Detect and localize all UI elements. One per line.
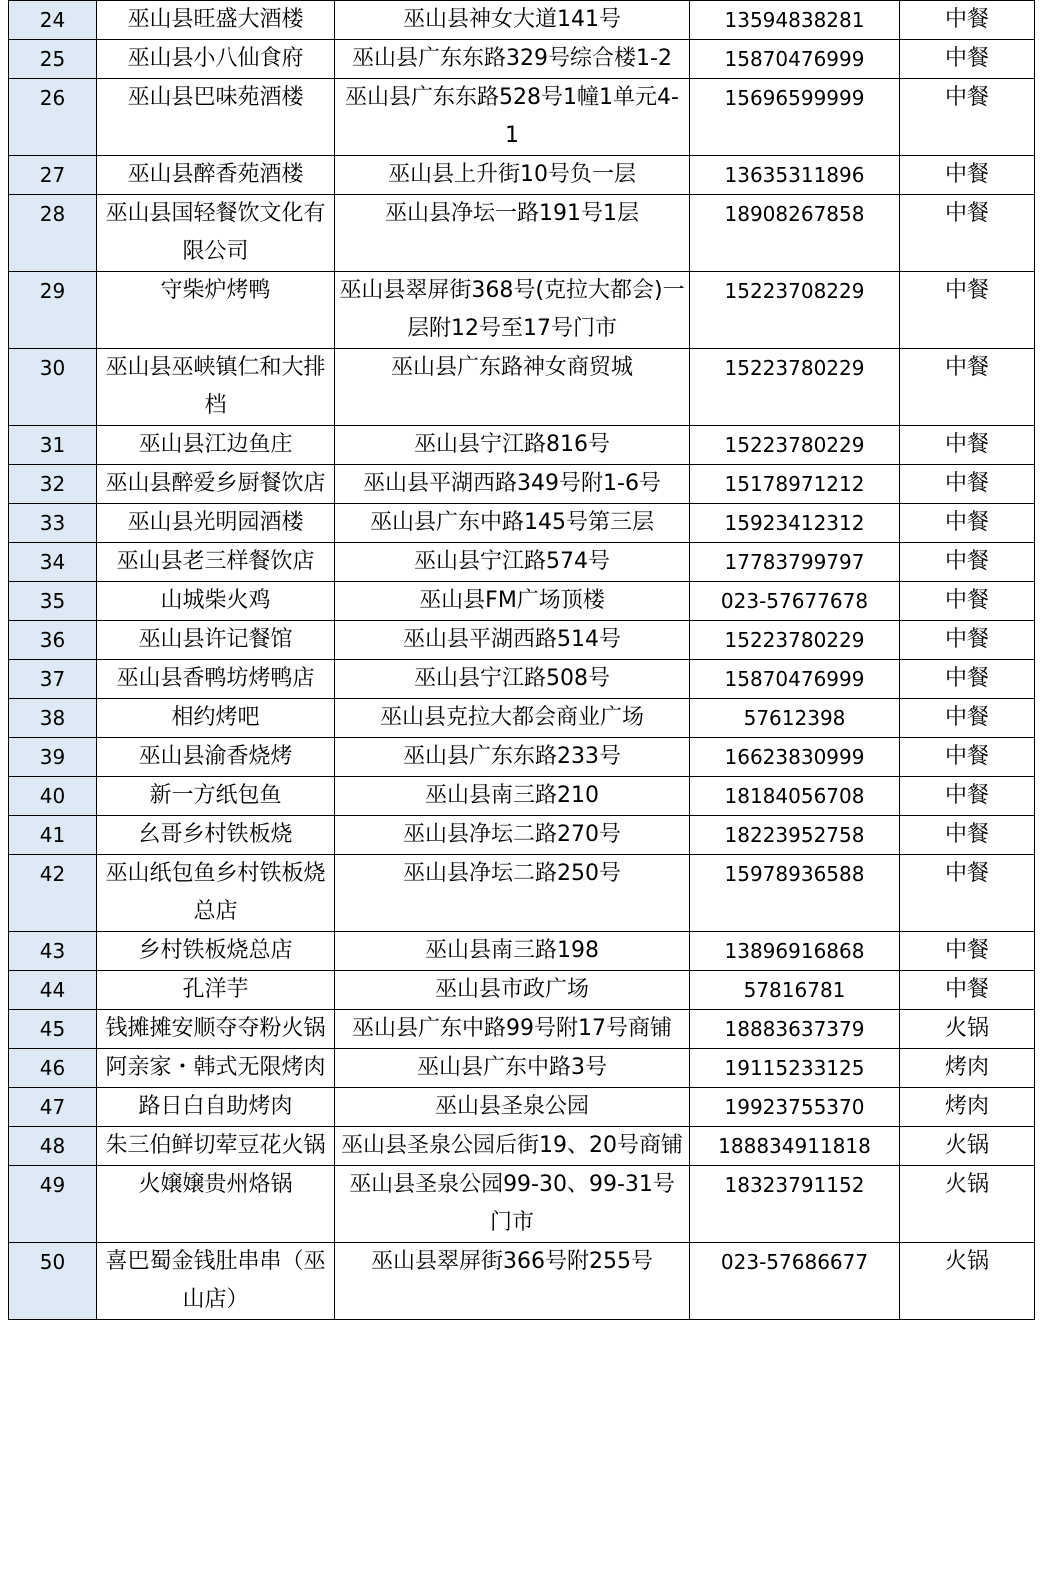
address-cell: 巫山县广东中路3号 bbox=[335, 1049, 690, 1088]
restaurant-name-cell: 幺哥乡村铁板烧 bbox=[97, 816, 335, 855]
table-row bbox=[9, 1049, 1035, 1088]
restaurant-name-cell: 巫山县小八仙食府 bbox=[97, 40, 335, 79]
table-row bbox=[9, 1, 1035, 40]
restaurant-name-cell: 巫山县醉爱乡厨餐饮店 bbox=[97, 465, 335, 504]
table-row bbox=[9, 426, 1035, 465]
phone-cell: 18184056708 bbox=[690, 777, 900, 816]
row-number-cell: 40 bbox=[9, 777, 97, 816]
restaurant-name-cell: 巫山县巴味苑酒楼 bbox=[97, 79, 335, 156]
table-row bbox=[9, 738, 1035, 777]
address-cell: 巫山县广东东路329号综合楼1-2 bbox=[335, 40, 690, 79]
table-row bbox=[9, 40, 1035, 79]
cuisine-type-cell: 中餐 bbox=[900, 582, 1035, 621]
cuisine-type-cell: 中餐 bbox=[900, 816, 1035, 855]
cuisine-type-cell: 中餐 bbox=[900, 504, 1035, 543]
restaurant-table bbox=[8, 0, 1035, 1320]
cuisine-type-cell: 火锅 bbox=[900, 1010, 1035, 1049]
restaurant-name-cell: 山城柴火鸡 bbox=[97, 582, 335, 621]
phone-cell: 13896916868 bbox=[690, 932, 900, 971]
cuisine-type-cell: 火锅 bbox=[900, 1127, 1035, 1166]
row-number-cell: 37 bbox=[9, 660, 97, 699]
address-cell: 巫山县圣泉公园99-30、99-31号门市 bbox=[335, 1166, 690, 1243]
row-number-cell: 44 bbox=[9, 971, 97, 1010]
table-row bbox=[9, 777, 1035, 816]
cuisine-type-cell: 中餐 bbox=[900, 40, 1035, 79]
phone-cell: 15223780229 bbox=[690, 349, 900, 426]
cuisine-type-cell: 中餐 bbox=[900, 272, 1035, 349]
row-number-cell: 32 bbox=[9, 465, 97, 504]
table-row bbox=[9, 465, 1035, 504]
cuisine-type-cell: 烤肉 bbox=[900, 1088, 1035, 1127]
cuisine-type-cell: 中餐 bbox=[900, 932, 1035, 971]
table-row bbox=[9, 816, 1035, 855]
row-number-cell: 24 bbox=[9, 1, 97, 40]
address-cell: 巫山县南三路198 bbox=[335, 932, 690, 971]
cuisine-type-cell: 中餐 bbox=[900, 777, 1035, 816]
row-number-cell: 49 bbox=[9, 1166, 97, 1243]
address-cell: 巫山县广东东路528号1幢1单元4-1 bbox=[335, 79, 690, 156]
row-number-cell: 42 bbox=[9, 855, 97, 932]
phone-cell: 15923412312 bbox=[690, 504, 900, 543]
restaurant-name-cell: 相约烤吧 bbox=[97, 699, 335, 738]
cuisine-type-cell: 中餐 bbox=[900, 738, 1035, 777]
phone-cell: 15178971212 bbox=[690, 465, 900, 504]
row-number-cell: 31 bbox=[9, 426, 97, 465]
address-cell: 巫山县净坛一路191号1层 bbox=[335, 195, 690, 272]
address-cell: 巫山县平湖西路349号附1-6号 bbox=[335, 465, 690, 504]
restaurant-table-container bbox=[8, 0, 1034, 1320]
restaurant-name-cell: 巫山县香鸭坊烤鸭店 bbox=[97, 660, 335, 699]
row-number-cell: 46 bbox=[9, 1049, 97, 1088]
address-cell: 巫山县宁江路574号 bbox=[335, 543, 690, 582]
phone-cell: 15870476999 bbox=[690, 40, 900, 79]
address-cell: 巫山县广东中路145号第三层 bbox=[335, 504, 690, 543]
table-row bbox=[9, 504, 1035, 543]
address-cell: 巫山县翠屏街366号附255号 bbox=[335, 1243, 690, 1320]
address-cell: 巫山县宁江路508号 bbox=[335, 660, 690, 699]
table-row bbox=[9, 195, 1035, 272]
table-row bbox=[9, 1088, 1035, 1127]
restaurant-name-cell: 孔洋芋 bbox=[97, 971, 335, 1010]
table-body bbox=[9, 1, 1035, 1320]
address-cell: 巫山县广东路神女商贸城 bbox=[335, 349, 690, 426]
row-number-cell: 39 bbox=[9, 738, 97, 777]
table-row bbox=[9, 621, 1035, 660]
phone-cell: 188834911818 bbox=[690, 1127, 900, 1166]
restaurant-name-cell: 巫山县国轻餐饮文化有限公司 bbox=[97, 195, 335, 272]
address-cell: 巫山县南三路210 bbox=[335, 777, 690, 816]
cuisine-type-cell: 火锅 bbox=[900, 1243, 1035, 1320]
restaurant-name-cell: 火嬢嬢贵州烙锅 bbox=[97, 1166, 335, 1243]
restaurant-name-cell: 巫山县旺盛大酒楼 bbox=[97, 1, 335, 40]
phone-cell: 18323791152 bbox=[690, 1166, 900, 1243]
table-row bbox=[9, 932, 1035, 971]
restaurant-name-cell: 巫山县光明园酒楼 bbox=[97, 504, 335, 543]
address-cell: 巫山县净坛二路250号 bbox=[335, 855, 690, 932]
row-number-cell: 43 bbox=[9, 932, 97, 971]
row-number-cell: 48 bbox=[9, 1127, 97, 1166]
row-number-cell: 38 bbox=[9, 699, 97, 738]
address-cell: 巫山县广东中路99号附17号商铺 bbox=[335, 1010, 690, 1049]
row-number-cell: 30 bbox=[9, 349, 97, 426]
cuisine-type-cell: 中餐 bbox=[900, 971, 1035, 1010]
address-cell: 巫山县市政广场 bbox=[335, 971, 690, 1010]
restaurant-name-cell: 巫山县老三样餐饮店 bbox=[97, 543, 335, 582]
table-row bbox=[9, 156, 1035, 195]
phone-cell: 17783799797 bbox=[690, 543, 900, 582]
table-row bbox=[9, 272, 1035, 349]
phone-cell: 18883637379 bbox=[690, 1010, 900, 1049]
table-row bbox=[9, 1243, 1035, 1320]
row-number-cell: 36 bbox=[9, 621, 97, 660]
restaurant-name-cell: 巫山县巫峡镇仁和大排档 bbox=[97, 349, 335, 426]
phone-cell: 18223952758 bbox=[690, 816, 900, 855]
cuisine-type-cell: 中餐 bbox=[900, 621, 1035, 660]
restaurant-name-cell: 巫山县醉香苑酒楼 bbox=[97, 156, 335, 195]
address-cell: 巫山县神女大道141号 bbox=[335, 1, 690, 40]
restaurant-name-cell: 喜巴蜀金钱肚串串（巫山店） bbox=[97, 1243, 335, 1320]
restaurant-name-cell: 阿亲家・韩式无限烤肉 bbox=[97, 1049, 335, 1088]
phone-cell: 023-57677678 bbox=[690, 582, 900, 621]
table-row bbox=[9, 660, 1035, 699]
row-number-cell: 45 bbox=[9, 1010, 97, 1049]
address-cell: 巫山县圣泉公园后街19、20号商铺 bbox=[335, 1127, 690, 1166]
restaurant-name-cell: 巫山县渝香烧烤 bbox=[97, 738, 335, 777]
cuisine-type-cell: 中餐 bbox=[900, 855, 1035, 932]
phone-cell: 15870476999 bbox=[690, 660, 900, 699]
restaurant-name-cell: 乡村铁板烧总店 bbox=[97, 932, 335, 971]
address-cell: 巫山县宁江路816号 bbox=[335, 426, 690, 465]
cuisine-type-cell: 烤肉 bbox=[900, 1049, 1035, 1088]
restaurant-name-cell: 路日白自助烤肉 bbox=[97, 1088, 335, 1127]
row-number-cell: 28 bbox=[9, 195, 97, 272]
cuisine-type-cell: 中餐 bbox=[900, 195, 1035, 272]
restaurant-name-cell: 朱三伯鲜切荤豆花火锅 bbox=[97, 1127, 335, 1166]
restaurant-name-cell: 巫山县江边鱼庄 bbox=[97, 426, 335, 465]
phone-cell: 16623830999 bbox=[690, 738, 900, 777]
cuisine-type-cell: 中餐 bbox=[900, 156, 1035, 195]
row-number-cell: 34 bbox=[9, 543, 97, 582]
phone-cell: 19923755370 bbox=[690, 1088, 900, 1127]
table-row bbox=[9, 543, 1035, 582]
cuisine-type-cell: 中餐 bbox=[900, 543, 1035, 582]
restaurant-name-cell: 巫山纸包鱼乡村铁板烧总店 bbox=[97, 855, 335, 932]
phone-cell: 15696599999 bbox=[690, 79, 900, 156]
phone-cell: 57612398 bbox=[690, 699, 900, 738]
address-cell: 巫山县FM广场顶楼 bbox=[335, 582, 690, 621]
table-row bbox=[9, 1166, 1035, 1243]
table-row bbox=[9, 1010, 1035, 1049]
table-row bbox=[9, 971, 1035, 1010]
address-cell: 巫山县广东东路233号 bbox=[335, 738, 690, 777]
phone-cell: 15223708229 bbox=[690, 272, 900, 349]
address-cell: 巫山县圣泉公园 bbox=[335, 1088, 690, 1127]
row-number-cell: 26 bbox=[9, 79, 97, 156]
cuisine-type-cell: 中餐 bbox=[900, 465, 1035, 504]
table-row bbox=[9, 582, 1035, 621]
cuisine-type-cell: 中餐 bbox=[900, 699, 1035, 738]
address-cell: 巫山县平湖西路514号 bbox=[335, 621, 690, 660]
phone-cell: 13594838281 bbox=[690, 1, 900, 40]
address-cell: 巫山县翠屏街368号(克拉大都会)一层附12号至17号门市 bbox=[335, 272, 690, 349]
phone-cell: 19115233125 bbox=[690, 1049, 900, 1088]
restaurant-name-cell: 新一方纸包鱼 bbox=[97, 777, 335, 816]
restaurant-name-cell: 守柴炉烤鸭 bbox=[97, 272, 335, 349]
cuisine-type-cell: 中餐 bbox=[900, 426, 1035, 465]
cuisine-type-cell: 中餐 bbox=[900, 349, 1035, 426]
table-row bbox=[9, 349, 1035, 426]
row-number-cell: 50 bbox=[9, 1243, 97, 1320]
row-number-cell: 47 bbox=[9, 1088, 97, 1127]
cuisine-type-cell: 中餐 bbox=[900, 660, 1035, 699]
phone-cell: 13635311896 bbox=[690, 156, 900, 195]
table-row bbox=[9, 699, 1035, 738]
table-row bbox=[9, 79, 1035, 156]
restaurant-name-cell: 钱摊摊安顺夺夺粉火锅 bbox=[97, 1010, 335, 1049]
phone-cell: 023-57686677 bbox=[690, 1243, 900, 1320]
row-number-cell: 33 bbox=[9, 504, 97, 543]
phone-cell: 15978936588 bbox=[690, 855, 900, 932]
address-cell: 巫山县上升街10号负一层 bbox=[335, 156, 690, 195]
cuisine-type-cell: 火锅 bbox=[900, 1166, 1035, 1243]
cuisine-type-cell: 中餐 bbox=[900, 1, 1035, 40]
row-number-cell: 27 bbox=[9, 156, 97, 195]
phone-cell: 15223780229 bbox=[690, 426, 900, 465]
row-number-cell: 29 bbox=[9, 272, 97, 349]
row-number-cell: 35 bbox=[9, 582, 97, 621]
address-cell: 巫山县克拉大都会商业广场 bbox=[335, 699, 690, 738]
restaurant-name-cell: 巫山县许记餐馆 bbox=[97, 621, 335, 660]
table-row bbox=[9, 1127, 1035, 1166]
phone-cell: 57816781 bbox=[690, 971, 900, 1010]
table-row bbox=[9, 855, 1035, 932]
cuisine-type-cell: 中餐 bbox=[900, 79, 1035, 156]
address-cell: 巫山县净坛二路270号 bbox=[335, 816, 690, 855]
row-number-cell: 25 bbox=[9, 40, 97, 79]
phone-cell: 18908267858 bbox=[690, 195, 900, 272]
row-number-cell: 41 bbox=[9, 816, 97, 855]
phone-cell: 15223780229 bbox=[690, 621, 900, 660]
